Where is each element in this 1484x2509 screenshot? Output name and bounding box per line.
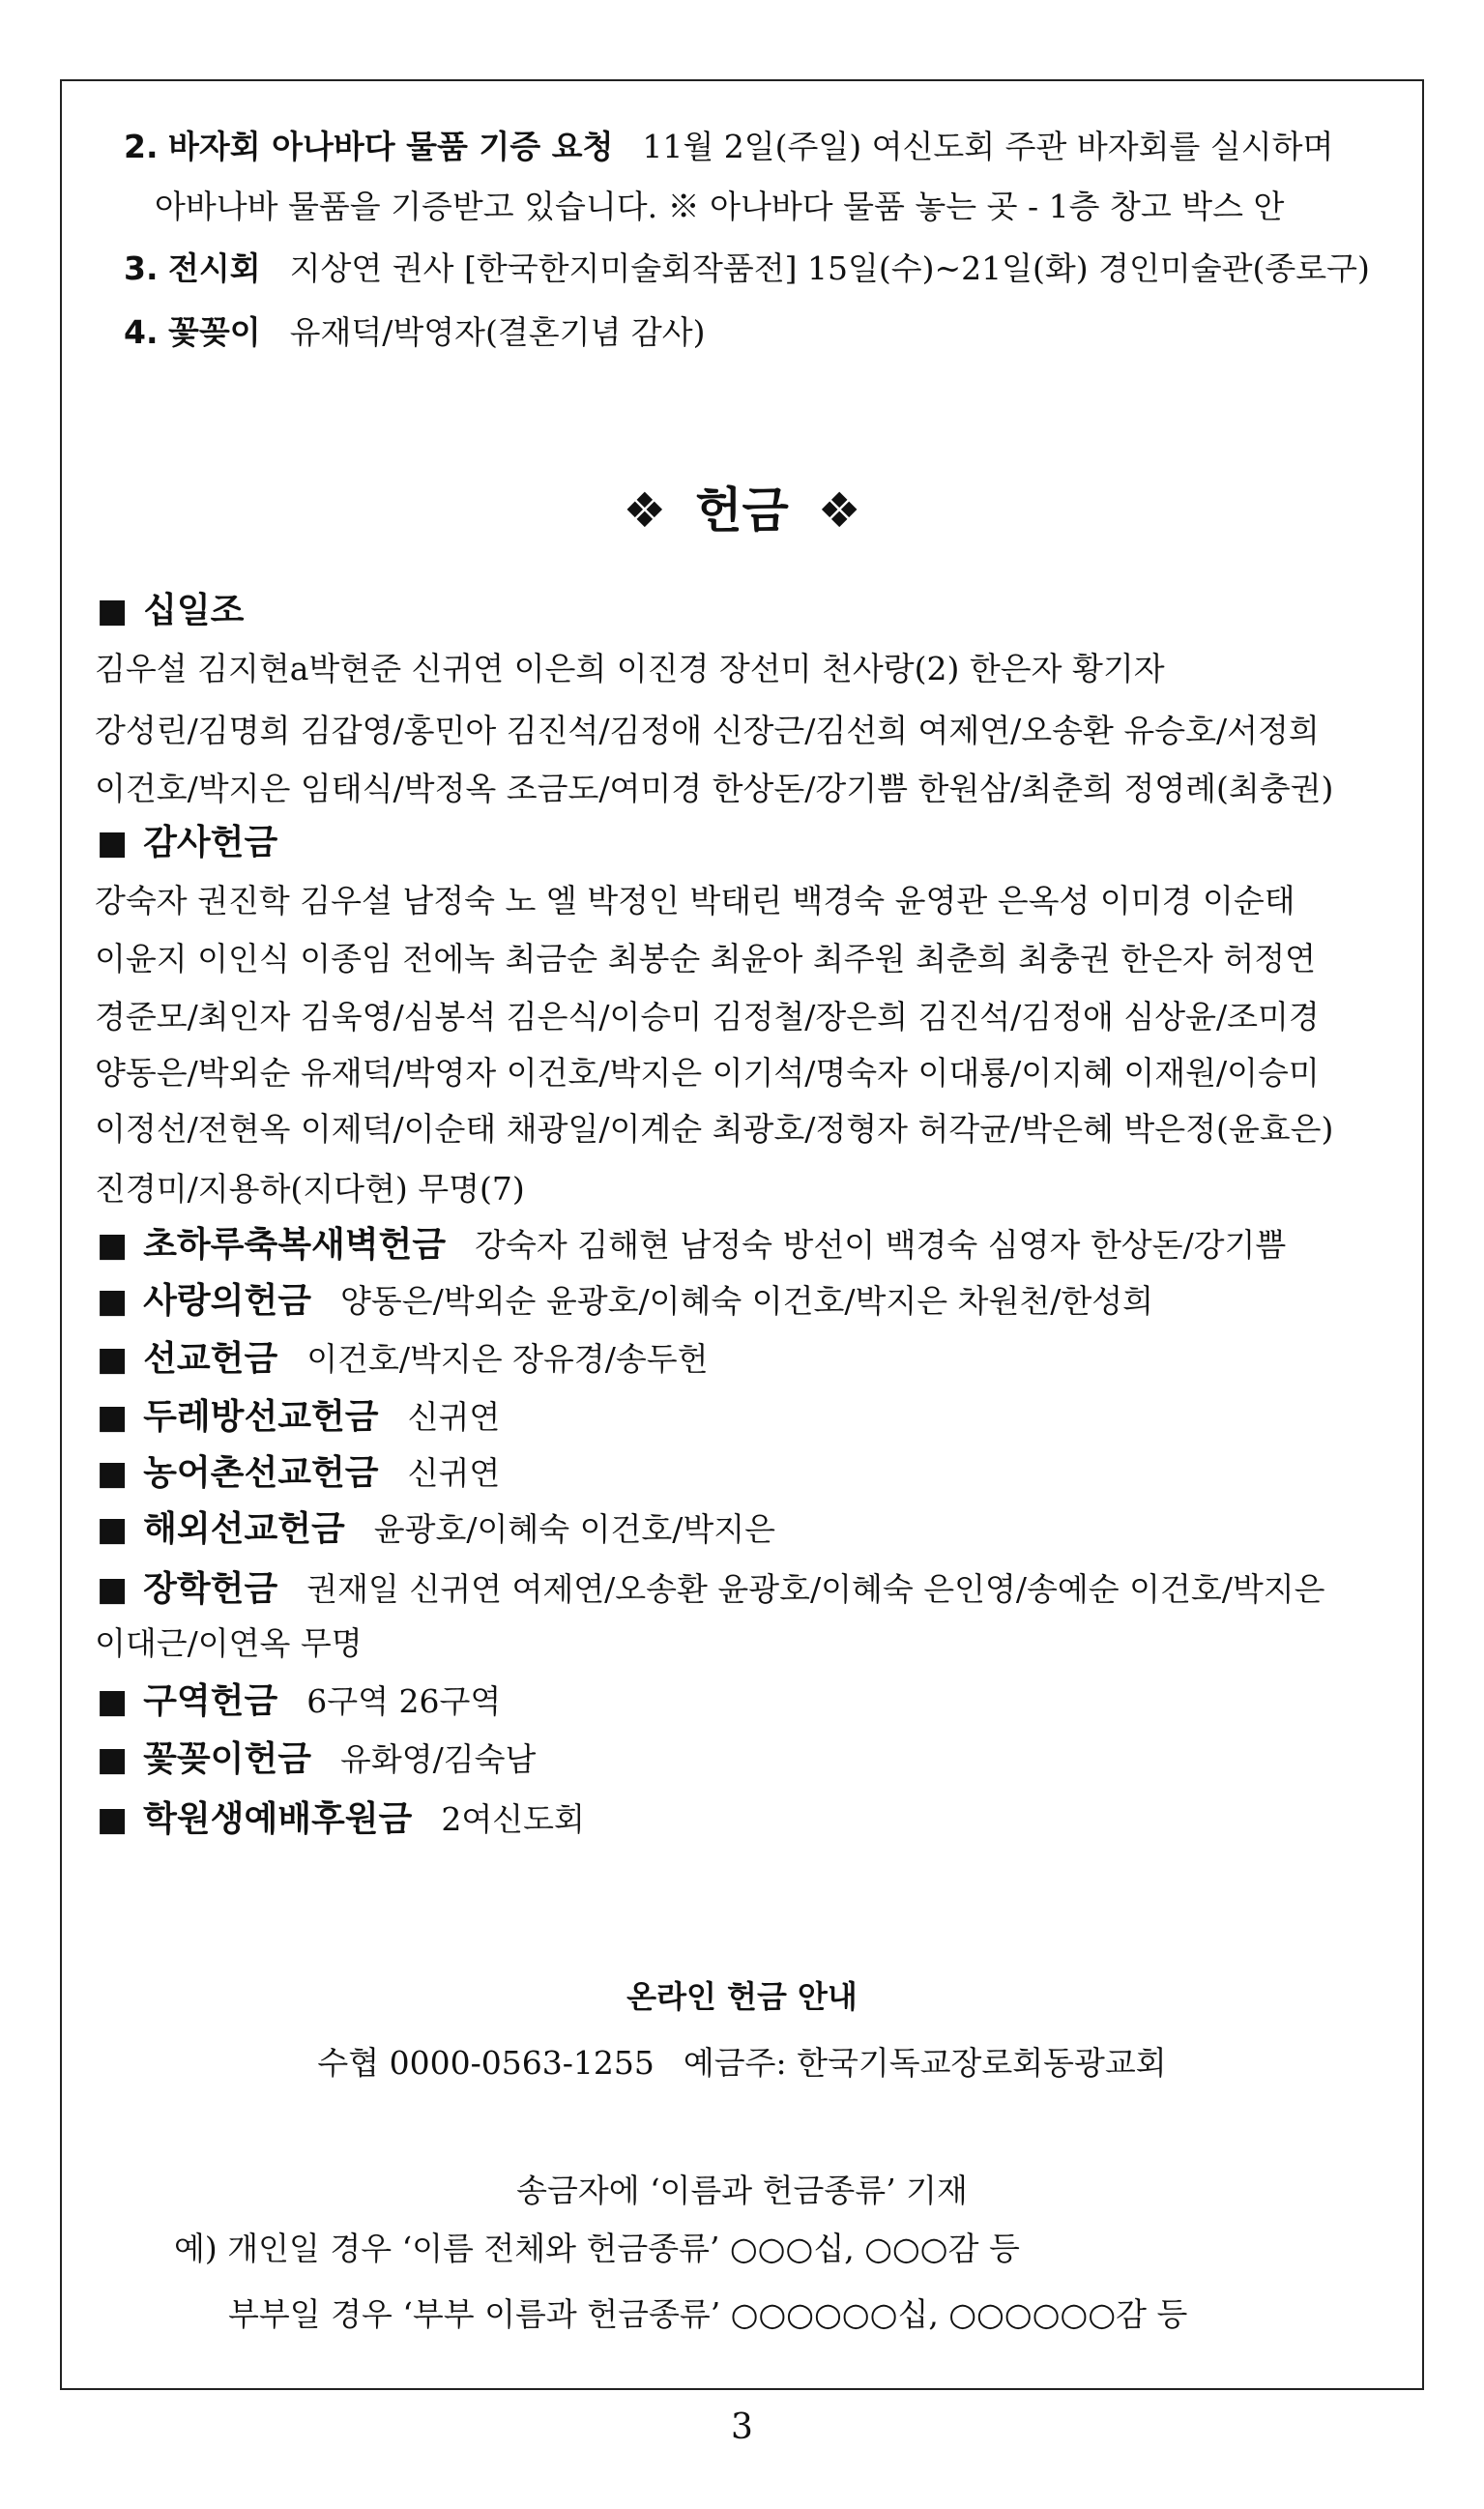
square-bullet-icon: ■	[97, 1510, 129, 1549]
square-bullet-icon: ■	[97, 1226, 129, 1265]
online-account: 수협 0000-0563-1255	[317, 2044, 655, 2082]
square-bullet-icon: ■	[97, 1800, 129, 1839]
online-holder: 예금주: 한국기독교장로회동광교회	[683, 2044, 1167, 2082]
offering-academy: ■ 학원생예배후원금 2여신도회	[97, 1799, 585, 1839]
notice-4-text: 유재덕/박영자(결혼기념 감사)	[289, 313, 706, 351]
offering-love: ■ 사랑의헌금 양동은/박외순 윤광호/이혜숙 이건호/박지은 차원천/한성희	[97, 1281, 1154, 1321]
notice-2-text-cont: 아바나바 물품을 기증받고 있습니다. ※ 아나바다 물품 놓는 곳 - 1층 창고 박스 안	[155, 188, 1285, 225]
notice-2-text: 11월 2일(주일) 여신도회 주관 바자회를 실시하며	[642, 128, 1334, 165]
offering-line: 경준모/최인자 김욱영/심봉석 김은식/이승미 김정철/장은희 김진석/김정애 심상윤/조미경	[95, 998, 1320, 1036]
offering-line: 이대근/이연옥 무명	[95, 1624, 363, 1662]
square-bullet-icon: ■	[97, 1740, 129, 1779]
offering-heading-thanks: ■ 감사헌금	[97, 823, 278, 862]
online-note: 송금자에 ‘이름과 헌금종류’ 기재	[516, 2172, 968, 2209]
offering-flower: ■ 꽃꽂이헌금 유화영/김숙남	[97, 1739, 537, 1779]
online-example-1: 예) 개인일 경우 ‘이름 전체와 헌금종류’ ○○○십, ○○○감 등	[174, 2230, 1020, 2267]
offering-scholarship: ■ 장학헌금 권재일 신귀연 여제연/오송환 윤광호/이혜숙 은인영/송예순 이건호/박지은	[97, 1569, 1325, 1609]
square-bullet-icon: ■	[97, 1398, 129, 1437]
notice-4: 4. 꽃꽂이 유재덕/박영자(결혼기념 감사)	[124, 313, 706, 351]
square-bullet-icon: ■	[97, 1340, 129, 1379]
square-bullet-icon: ■	[97, 1570, 129, 1609]
offering-durebang: ■ 두레방선교헌금 신귀연	[97, 1397, 501, 1437]
offering-line: 강숙자 권진학 김우설 남정숙 노 엘 박정인 박태린 백경숙 윤영관 은옥성 이미경 이순태	[95, 882, 1295, 919]
offering-overseas: ■ 해외선교헌금 윤광호/이혜숙 이건호/박지은	[97, 1509, 776, 1549]
square-bullet-icon: ■	[97, 824, 129, 862]
ornament-icon: ❖	[817, 482, 861, 539]
notice-4-title: 꽃꽂이	[168, 313, 261, 351]
online-heading: 온라인 헌금 안내	[626, 1978, 858, 2015]
section-title: ❖ 헌금 ❖	[623, 482, 861, 539]
offering-line: 이윤지 이인식 이종임 전에녹 최금순 최봉순 최윤아 최주원 최춘희 최충권 한은자 허정연	[95, 940, 1316, 977]
offering-district: ■ 구역헌금 6구역 26구역	[97, 1681, 502, 1721]
online-account-line	[0, 2038, 1484, 2084]
online-example-2: 부부일 경우 ‘부부 이름과 헌금종류’ ○○○○○○십, ○○○○○○감 등	[228, 2295, 1188, 2333]
offering-line: 강성린/김명희 김갑영/홍민아 김진석/김정애 신장근/김선희 여제연/오송환 유승호/서정희	[95, 712, 1320, 749]
offering-heading-tithe: ■ 십일조	[97, 591, 245, 630]
offering-line: 양동은/박외순 유재덕/박영자 이건호/박지은 이기석/명숙자 이대룡/이지혜 이재원/이승미	[95, 1054, 1320, 1092]
notice-3-text: 지상연 권사 [한국한지미술회작품전] 15일(수)~21일(화) 경인미술관(종로구)	[289, 249, 1370, 287]
notice-3-title: 전시회	[168, 249, 261, 287]
ornament-icon: ❖	[623, 482, 667, 539]
square-bullet-icon: ■	[97, 1682, 129, 1721]
notice-2: 2. 바자회 아나바다 물품 기증 요청 11월 2일(주일) 여신도회 주관 바자회를 실시하며	[124, 128, 1334, 165]
offering-line: 이정선/전현옥 이제덕/이순태 채광일/이계순 최광호/정형자 허각균/박은혜 박은정(윤효은)	[95, 1110, 1334, 1148]
notice-2-title: 바자회 아나바다 물품 기증 요청	[168, 128, 614, 165]
offering-mission: ■ 선교헌금 이건호/박지은 장유경/송두헌	[97, 1339, 709, 1379]
square-bullet-icon: ■	[97, 1282, 129, 1321]
notice-3: 3. 전시회 지상연 권사 [한국한지미술회작품전] 15일(수)~21일(화) 경인미술관(종로구)	[124, 249, 1370, 287]
offering-line: 이건호/박지은 임태식/박정옥 조금도/여미경 한상돈/강기쁨 한원삼/최춘희 정영례(최충권)	[95, 770, 1334, 807]
square-bullet-icon: ■	[97, 592, 129, 630]
offering-rural: ■ 농어촌선교헌금 신귀연	[97, 1453, 501, 1493]
page-number: 3	[731, 2407, 753, 2447]
offering-line: 진경미/지용하(지다현) 무명(7)	[95, 1170, 525, 1208]
offering-line: 김우설 김지현a박현준 신귀연 이은희 이진경 장선미 천사랑(2) 한은자 황기자	[95, 650, 1165, 687]
square-bullet-icon: ■	[97, 1454, 129, 1493]
offering-dawn: ■ 초하루축복새벽헌금 강숙자 김해현 남정숙 방선이 백경숙 심영자 한상돈/강기쁨	[97, 1225, 1287, 1265]
